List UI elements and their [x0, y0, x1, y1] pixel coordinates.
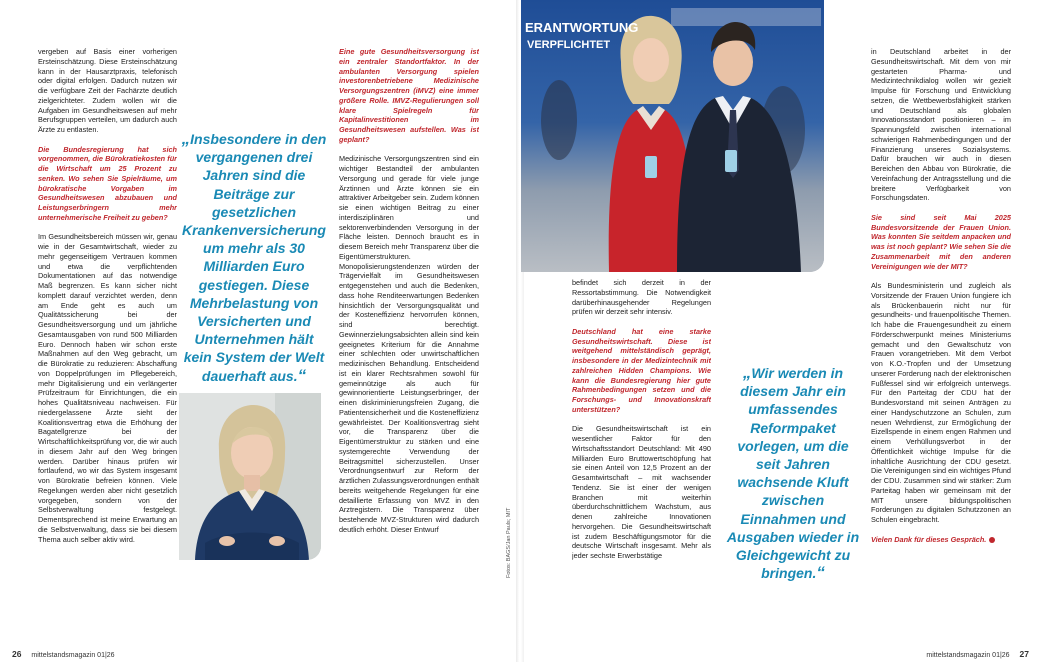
article-column-6	[871, 47, 1011, 637]
banner-text-line-1: ERANTWORTUNG	[525, 20, 639, 35]
interview-question: Deutschland hat eine starke Gesundheitswirtschaft. Diese ist weitgehend mittelständisch geprägt, insbesondere in der Medizintechnik mit zahlreichen Hidden Champions. Wie kann die Bundesregierung hier gute Rahmenbedingungen setzen und die Forschungs- und Innovationskraft unterstützen?	[572, 326, 711, 414]
pull-quote-text: Wir werden in diesem Jahr ein umfassendes Reformpaket vorlegen, um die seit Jahren wachsende Kluft zwischen Einnahmen und Ausgaben wieder in Gleichgewicht zu bringen.	[726, 365, 860, 582]
photo-credit: Fotos: BAGS/Jan Pauls; MIT	[506, 507, 512, 578]
answer-paragraph: vergeben auf Basis einer vorherigen Ersteinschätzung. Diese Ersteinschätzung kann in der Hausarztpraxis, telefonisch oder digital erfolgen. Dadurch nutzen wir die verfügbare Zeit der Fachärzte deutlich zielgerichteter. Zudem wollen wir die Aufgaben im Gesundheitswesen auf mehr Berufsgruppen verteilen, um dadurch auch Ärzte zu entlasten.	[38, 47, 177, 134]
magazine-name-right: mittelstandsmagazin 01|26	[926, 652, 1010, 659]
article-column-4	[572, 278, 711, 638]
portrait-illustration	[179, 393, 321, 560]
close-quote-mark: “	[297, 365, 307, 385]
article-column-1	[38, 47, 177, 637]
article-column-3	[339, 47, 479, 637]
answer-paragraph: in Deutschland arbeitet in der Gesundheitswirtschaft. Mit dem von mir gestarteten Pharma- und Medizintechnikdialog wollen wir gezielt Impulse für Forschung und Entwicklung setzen, die Wettbewerbsfähigkeit stärken und Deutschland als globalen Innovationsstandort positionieren – im Spannungsfeld zwischen international schwierigen Rahmenbedingungen und der Finanzierung unseres Sozialsystems. Dafür brauchen wir auch in diesen Bereichen den Abbau von Bürokratie, die Vereinfachung der Antragsstellung und die breitere Verfügbarkeit von Forschungsdaten.	[871, 47, 1011, 203]
answer-paragraph: Die Gesundheitswirtschaft ist ein wesentlicher Faktor für den Wirtschaftsstandort Deutschland: Mit 490 Milliarden Euro Bruttowertschöpfung hat sie einen Anteil von 12,5 Prozent an der Gesamtwirtschaft – mit wachsender Tendenz. Sie ist einer der wenigen Branchen mit weiterhin überdurchschnittlichem Wachstum, aus denen zahlreiche Innovationen hervorgehen. Die Gesundheitswirtschaft ist zudem Beschäftigungsmotor für die deutsche Wirtschaft insgesamt. Mehr als jeder sechste Erwerbstätige	[572, 424, 711, 560]
answer-paragraph: Als Bundesministerin und zugleich als Vorsitzende der Frauen Union fungiere ich als Brückenbauerin nicht nur für gesundheits- und frauenpolitische Themen. Ich habe die Frauengesundheit zu einem Förderschwerpunkt meines Ministeriums gemacht und den Gewaltschutz von Frauen vorangetrieben. Mit dem Verbot von K.O.-Tropfen und der Umsetzung unserer Forderung nach der elektronischen Fußfessel sind wir erfolgreich unterwegs. Für den Parteitag der CDU hat der Bundesvorstand mit seinen Anträgen zu einer Handyschutzzone an Schulen, zum neuen Wehrdienst, zur Ermöglichung der Eizellspende in einem engen Rahmen und einem Verhüllungsverbot in der Öffentlichkeit wichtige Impulse für die inhaltliche Ausrichtung der CDU gesetzt. Die Vereinigungen sind ein wichtiges Pfund der CDU. Zusammen sind wir stärker: Zum Parteitag haben wir gemeinsam mit der MIT unsere bildungspolitischen Forderungen zu digitalen Schutzzonen an Schulen eingebracht.	[871, 281, 1011, 524]
answer-paragraph: Im Gesundheitsbereich müssen wir, genau wie in der Gesamtwirtschaft, wieder zu mehr gegenseitigem Vertrauen kommen und etwa die verpflichtenden Dokumentationen auf das notwendige Maß begrenzen. Es kann sicher nicht komplett darauf verzichtet werden, denn am Ende geht es auch um Qualitätssicherung bei der Gesundheitsversorgung und um jährliche Gesamtausgaben von rund 500 Milliarden Euro. Dennoch haben wir schon erste Maßnahmen auf den Weg gebracht, um die Bürokratie zu reduzieren: Abschaffung von Doppelprüfungen im Pflegebereich, mehr Digitalisierung und ein verlängerter Prüfzeitraum für Einrichtungen, die ein hohes Qualitätsniveau nachweisen. Für niedergelassene Ärzte sieht der Koalitionsvertrag etwa die Erhöhung der Bagatellgrenze bei der Wirtschaftlichkeitsprüfung vor, die wir auch in diesem Jahr auf den Weg bringen werden. Darüber hinaus prüfen wir fortlaufend, wo wir das System insgesamt von Bürokratie befreien können. Viele Regelungen werden aber nicht gesetzlich vorgegeben, sondern von der Selbstverwaltung festgelegt. Dementsprechend ist meine Erwartung an die Selbstverwaltung, dass sie bei diesem Thema auch selber aktiv wird.	[38, 232, 177, 544]
portrait-photo	[179, 393, 321, 560]
close-quote-mark: “	[816, 563, 825, 583]
interview-question: Eine gute Gesundheitsversorgung ist ein zentraler Standortfaktor. In der ambulanten Versorgung spielen investorenbetriebene Medizinische Versorgungszentren (iMVZ) eine immer größere Rolle. IMVZ-Regulierungen soll klare Spielregeln für Kapitalinvestitionen im Gesundheitswesen aufstellen. Was ist geplant?	[339, 47, 479, 144]
closing-thanks-text: Vielen Dank für dieses Gespräch.	[871, 534, 987, 544]
interview-question: Sie sind seit Mai 2025 Bundesvorsitzende der Frauen Union. Was konnten Sie seitdem anpacken und was ist noch geplant? Wie sehen Sie die Zusammenarbeit mit den anderen Vereinigungen wie der MIT?	[871, 212, 1011, 271]
closing-thanks	[871, 535, 1011, 545]
magazine-name-left: mittelstandsmagazin 01|26	[31, 652, 115, 659]
pull-quote	[180, 130, 328, 385]
banner-text-line-2: VERPFLICHTET	[527, 39, 611, 51]
pull-quote	[724, 364, 862, 582]
event-photo-illustration	[521, 0, 824, 272]
answer-paragraph: Medizinische Versorgungszentren sind ein wichtiger Bestandteil der ambulanten Versorgung und gerade für viele junge Ärztinnen und Ärzte können sie ein attraktiver Arbeitgeber sein. Zudem können sie einen wichtigen Beitrag zu einer interdisziplinären und sektorenverbindenden Versorgung in der Fläche leisten. Dennoch braucht es in diesem Bereich mehr Transparenz über die Eigentümerstrukturen. Monopolisierungstendenzen würden der Trägervielfalt im Gesundheitswesen entgegenstehen und auch die Bedenken, dass hohe Renditeerwartungen Bedenken hinsichtlich der Versorgungsqualität und der Kosteneffizienz hervorrufen können, sind berechtigt. Gewinnerzielungsabsichten allein sind kein geeignetes Kriterium für die Annahme einer schlechten oder unwirtschaftlichen medizinischen Behandlung. Entscheidend ist ein klarer Rechtsrahmen sowohl für gemeinnützige als auch für gewinnorientierte Leistungserbringer, der einen diskriminierungsfreien Zugang, die Patientensicherheit und die Kosteneffizienz gewährleistet. Der Koalitionsvertrag sieht vor, die Transparenz über die Eigentümerstruktur zu stärken und eine systemgerechte Verwendung der Beitragsmittel sicherzustellen. Unser Verordnungsentwurf zur Reform der ärztlichen Zulassungsverordnungen enthält bereits weitgehende Regelungen für eine detaillierte Erfassung von MVZ in den Arztregistern. Die Transparenz über bestehende MVZ-Strukturen wird dadurch deutlich erhöht. Dieser Entwurf	[339, 154, 479, 534]
page-number-right: 27	[1019, 649, 1029, 659]
event-photo	[521, 0, 824, 272]
pull-quote-text: Insbesondere in den vergangenen drei Jahren sind die Beiträge zur gesetzlichen Krankenversicherung um mehr als 30 Milliarden Euro gestiegen. Diese Mehrbelastung von Versicherten und Unternehmen hält kein System der Welt dauerhaft aus.	[182, 131, 327, 384]
end-mark-icon	[989, 537, 995, 543]
footer-left	[12, 649, 115, 659]
page-number-left: 26	[12, 649, 22, 659]
answer-paragraph: befindet sich derzeit in der Ressortabstimmung. Die Notwendigkeit darüberhinausgehender Regelungen prüfen wir derzeit sehr intensiv.	[572, 278, 711, 317]
open-quote-mark: „	[742, 363, 752, 382]
open-quote-mark: „	[181, 129, 191, 148]
footer-right	[926, 649, 1029, 659]
interview-question: Die Bundesregierung hat sich vorgenommen, die Bürokratiekosten für die Wirtschaft um 25 Prozent zu senken. Wo sehen Sie Spielräume, um bürokratische Vorgaben im Gesundheitswesen abzubauen und Leistungserbringern mehr unternehmerische Freiheit zu geben?	[38, 144, 177, 222]
